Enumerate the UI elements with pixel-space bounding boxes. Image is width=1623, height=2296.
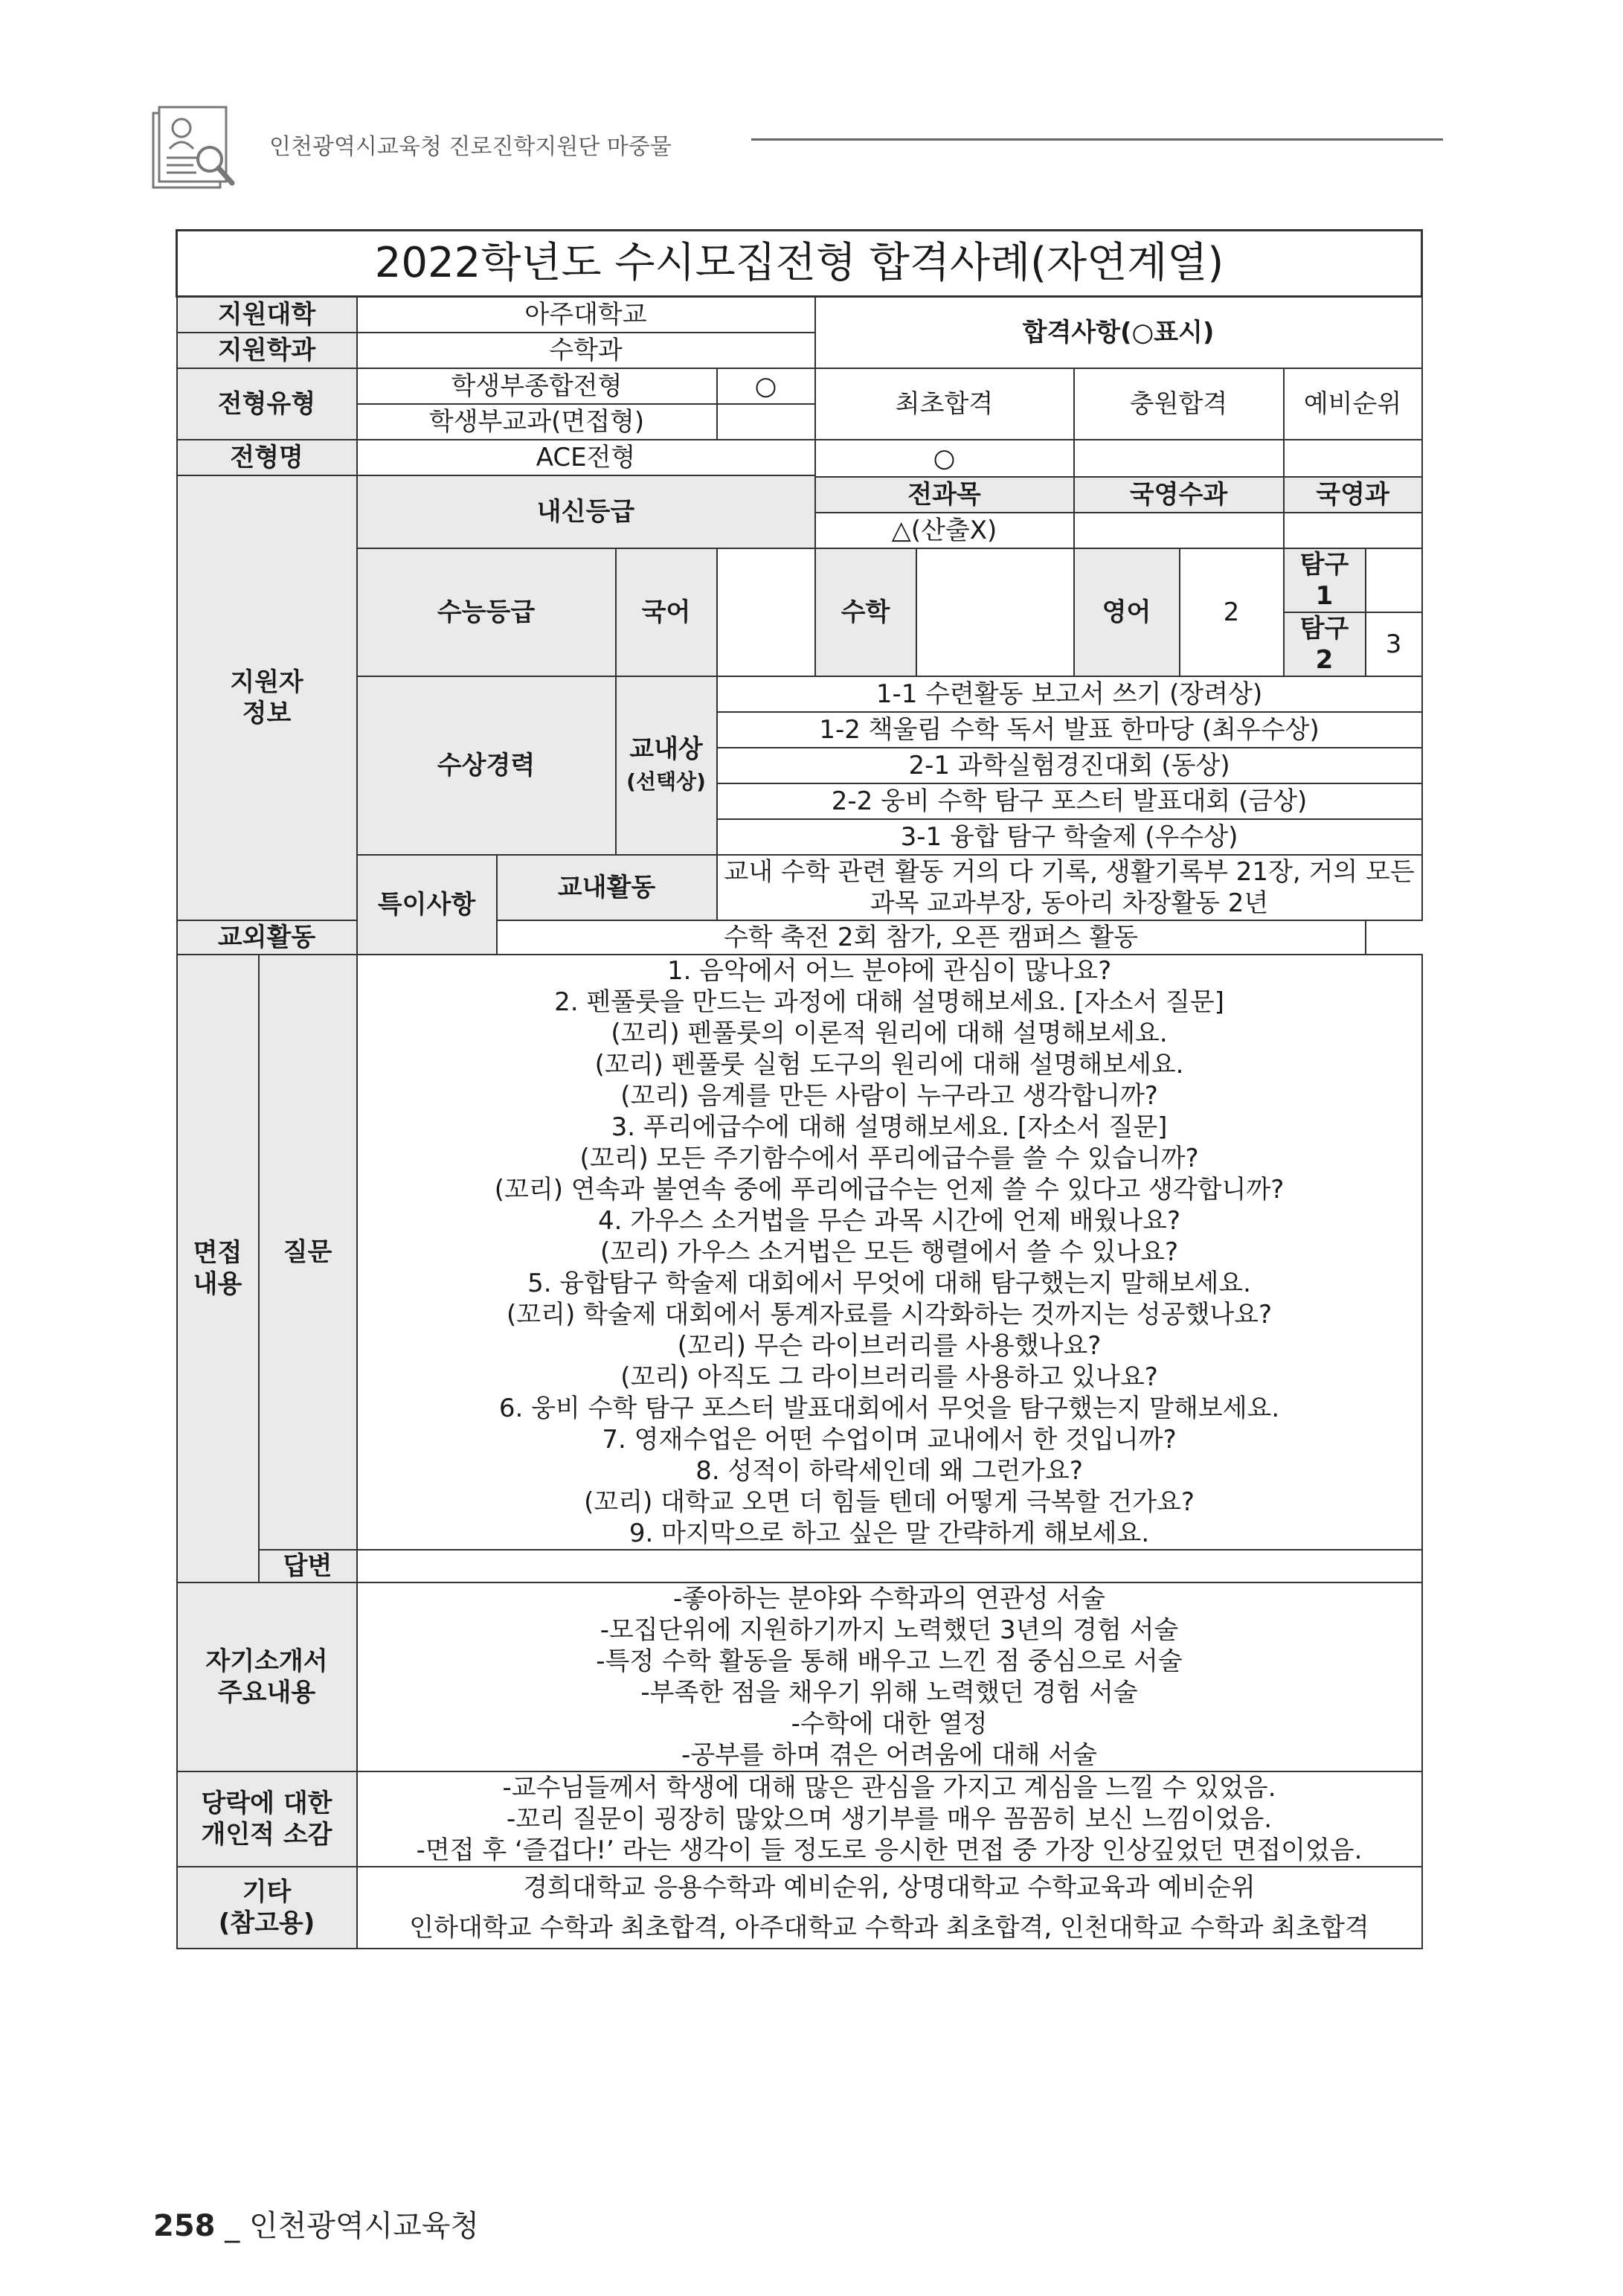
etc-item: 인하대학교 수학과 최초합격, 아주대학교 수학과 최초합격, 인천대학교 수학과 최초합격 bbox=[409, 1912, 1369, 1943]
interview-label-line2: 내용 bbox=[193, 1269, 242, 1299]
footer-separator: _ bbox=[215, 2209, 249, 2243]
korean-label: 국어 bbox=[616, 548, 717, 676]
in-school-activity bbox=[717, 855, 1422, 920]
math-value bbox=[916, 548, 1074, 676]
result-waitlist-label: 예비순위 bbox=[1284, 368, 1422, 440]
inquiry1-label: 탐구 1 bbox=[1284, 548, 1366, 612]
question-item: 1. 음악에서 어느 분야에 관심이 많나요? bbox=[666, 955, 1112, 986]
question-item: (꼬리) 연속과 불연속 중에 푸리에급수는 언제 쓸 수 있다고 생각합니까? bbox=[494, 1174, 1285, 1205]
question-item: 6. 웅비 수학 탐구 포스터 발표대회에서 무엇을 탐구했는지 말해보세요. bbox=[498, 1393, 1280, 1423]
univ-value: 아주대학교 bbox=[357, 297, 815, 333]
gpa-label: 내신등급 bbox=[357, 475, 815, 548]
essay-item: -공부를 하며 겪은 어려움에 대해 서술 bbox=[681, 1739, 1098, 1770]
inquiry2-value: 3 bbox=[1366, 612, 1422, 676]
result-additional-mark bbox=[1074, 440, 1284, 477]
english-value: 2 bbox=[1180, 548, 1284, 676]
type-label: 전형유형 bbox=[177, 368, 357, 440]
inquiry1-value bbox=[1366, 548, 1422, 612]
impression-label-line1: 당락에 대한 bbox=[201, 1788, 332, 1818]
result-first-label: 최초합격 bbox=[815, 368, 1074, 440]
gpa-col-all: 전과목 bbox=[815, 477, 1074, 513]
essay-item: -특정 수학 활동을 통해 배우고 느낀 점 중심으로 서술 bbox=[596, 1646, 1183, 1676]
gpa-col-kems: 국영수과 bbox=[1074, 477, 1284, 513]
award-item: 1-2 책울림 수학 독서 발표 한마당 (최우수상) bbox=[717, 712, 1422, 748]
essay-label-line2: 주요내용 bbox=[217, 1677, 316, 1707]
impression-item: -꼬리 질문이 굉장히 많았으며 생기부를 매우 꼼꼼히 보신 느낌이었음. bbox=[506, 1803, 1273, 1834]
gpa-col-kes: 국영과 bbox=[1284, 477, 1422, 513]
applicant-label bbox=[177, 475, 357, 920]
name-value: ACE전형 bbox=[357, 440, 815, 475]
out-school-label: 교외활동 bbox=[177, 920, 357, 955]
answer-label: 답변 bbox=[259, 1550, 357, 1582]
question-item: 8. 성적이 하락세인데 왜 그런가요? bbox=[695, 1455, 1083, 1486]
essay-item: -부족한 점을 채우기 위해 노력했던 경험 서술 bbox=[640, 1677, 1138, 1707]
type2-mark bbox=[717, 404, 815, 440]
dept-value: 수학과 bbox=[357, 333, 815, 368]
applicant-label-line2: 정보 bbox=[242, 698, 292, 728]
dept-label: 지원학과 bbox=[177, 333, 357, 368]
awards-sub: 교내상 bbox=[629, 734, 703, 764]
impression-label bbox=[177, 1771, 357, 1867]
result-header: 합격사항(○표시) bbox=[815, 297, 1422, 368]
univ-label: 지원대학 bbox=[177, 297, 357, 333]
csat-label: 수능등급 bbox=[357, 548, 616, 676]
impression-list bbox=[357, 1771, 1422, 1867]
math-label: 수학 bbox=[815, 548, 916, 676]
etc-label bbox=[177, 1867, 357, 1949]
question-item: (꼬리) 무슨 라이브러리를 사용했나요? bbox=[677, 1330, 1102, 1361]
essay-item: -모집단위에 지원하기까지 노력했던 3년의 경험 서술 bbox=[600, 1614, 1179, 1645]
etc-label-line2: (참고용) bbox=[218, 1908, 315, 1938]
essay-item: -좋아하는 분야와 수학과의 연관성 서술 bbox=[673, 1583, 1106, 1614]
document-search-icon bbox=[149, 103, 238, 192]
question-item: (꼬리) 학술제 대회에서 통계자료를 시각화하는 것까지는 성공했나요? bbox=[507, 1299, 1273, 1330]
question-item: 5. 융합탐구 학술제 대회에서 무엇에 대해 탐구했는지 말해보세요. bbox=[527, 1268, 1251, 1298]
gpa-val-kes bbox=[1284, 513, 1422, 548]
result-first-mark: ○ bbox=[815, 440, 1074, 477]
etc-item: 경희대학교 응용수학과 예비순위, 상명대학교 수학교육과 예비순위 bbox=[523, 1872, 1256, 1902]
question-item: (꼬리) 모든 주기함수에서 푸리에급수를 쓸 수 있습니까? bbox=[579, 1143, 1199, 1173]
header-divider bbox=[751, 138, 1443, 141]
question-item: 7. 영재수업은 어떤 수업이며 교내에서 한 것입니까? bbox=[602, 1424, 1177, 1455]
result-additional-label: 충원합격 bbox=[1074, 368, 1284, 440]
awards-label: 수상경력 bbox=[357, 676, 616, 855]
interview-label-line1: 면접 bbox=[193, 1237, 242, 1268]
gpa-val-kems bbox=[1074, 513, 1284, 548]
result-waitlist-mark bbox=[1284, 440, 1422, 477]
question-list bbox=[357, 955, 1422, 1550]
out-school-activity: 수학 축전 2회 참가, 오픈 캠퍼스 활동 bbox=[497, 920, 1366, 955]
page-footer bbox=[153, 2202, 479, 2245]
question-item: 2. 펜풀룻을 만드는 과정에 대해 설명해보세요. [자소서 질문] bbox=[554, 987, 1224, 1017]
question-item: (꼬리) 펜풀룻 실험 도구의 원리에 대해 설명해보세요. bbox=[594, 1049, 1184, 1080]
question-item: (꼬리) 아직도 그 라이브러리를 사용하고 있나요? bbox=[620, 1362, 1158, 1392]
interview-label bbox=[177, 955, 259, 1582]
award-item: 2-1 과학실험경진대회 (동상) bbox=[717, 748, 1422, 783]
impression-label-line2: 개인적 소감 bbox=[201, 1819, 332, 1850]
footer-publisher: 인천광역시교육청 bbox=[248, 2209, 480, 2243]
page-number: 258 bbox=[153, 2209, 216, 2243]
type1-value: 학생부종합전형 bbox=[357, 368, 717, 404]
question-item: (꼬리) 음계를 만든 사람이 누구라고 생각합니까? bbox=[620, 1080, 1158, 1111]
name-label: 전형명 bbox=[177, 440, 357, 475]
gpa-val-all: △(산출X) bbox=[815, 513, 1074, 548]
special-label: 특이사항 bbox=[357, 855, 497, 955]
question-label: 질문 bbox=[259, 955, 357, 1550]
in-school-line: 과목 교과부장, 동아리 차장활동 2년 bbox=[870, 888, 1269, 918]
question-item: (꼬리) 가우스 소거법은 모든 행렬에서 쓸 수 있나요? bbox=[600, 1237, 1179, 1267]
answer-value bbox=[357, 1550, 1422, 1582]
awards-sub-label bbox=[616, 676, 717, 855]
award-item: 1-1 수련활동 보고서 쓰기 (장려상) bbox=[717, 676, 1422, 712]
type1-mark: ○ bbox=[717, 368, 815, 404]
question-item: 4. 가우스 소거법을 무슨 과목 시간에 언제 배웠나요? bbox=[598, 1205, 1181, 1236]
page-title: 2022학년도 수시모집전형 합격사례(자연계열) bbox=[177, 231, 1422, 297]
english-label: 영어 bbox=[1074, 548, 1180, 676]
in-school-line: 교내 수학 관련 활동 거의 다 기록, 생활기록부 21장, 거의 모든 bbox=[724, 856, 1415, 887]
impression-item: -면접 후 ‘즐겁다!’ 라는 생각이 들 정도로 응시한 면접 중 가장 인상깊었던 면접이었음. bbox=[416, 1835, 1363, 1865]
question-item: (꼬리) 펜풀룻의 이론적 원리에 대해 설명해보세요. bbox=[611, 1018, 1168, 1048]
inquiry2-label: 탐구 2 bbox=[1284, 612, 1366, 676]
applicant-label-line1: 지원자 bbox=[230, 667, 303, 697]
publisher-header: 인천광역시교육청 진로진학지원단 마중물 bbox=[269, 134, 672, 160]
admission-case-table bbox=[176, 229, 1423, 1949]
in-school-label: 교내활동 bbox=[497, 855, 717, 920]
type2-value: 학생부교과(면접형) bbox=[357, 404, 717, 440]
essay-item: -수학에 대한 열정 bbox=[791, 1708, 988, 1739]
etc-label-line1: 기타 bbox=[242, 1876, 292, 1907]
award-item: 2-2 웅비 수학 탐구 포스터 발표대회 (금상) bbox=[717, 783, 1422, 819]
award-item: 3-1 융합 탐구 학술제 (우수상) bbox=[717, 819, 1422, 855]
impression-item: -교수님들께서 학생에 대해 많은 관심을 가지고 계심을 느낄 수 있었음. bbox=[502, 1772, 1276, 1803]
essay-label-line1: 자기소개서 bbox=[205, 1646, 328, 1676]
awards-sub2: (선택상) bbox=[626, 769, 706, 794]
korean-value bbox=[717, 548, 815, 676]
etc-list bbox=[357, 1867, 1422, 1949]
essay-label bbox=[177, 1582, 357, 1771]
essay-list bbox=[357, 1582, 1422, 1771]
question-item: 9. 마지막으로 하고 싶은 말 간략하게 해보세요. bbox=[629, 1518, 1150, 1548]
question-item: 3. 푸리에급수에 대해 설명해보세요. [자소서 질문] bbox=[611, 1112, 1168, 1142]
question-item: (꼬리) 대학교 오면 더 힘들 텐데 어떻게 극복할 건가요? bbox=[584, 1487, 1195, 1517]
